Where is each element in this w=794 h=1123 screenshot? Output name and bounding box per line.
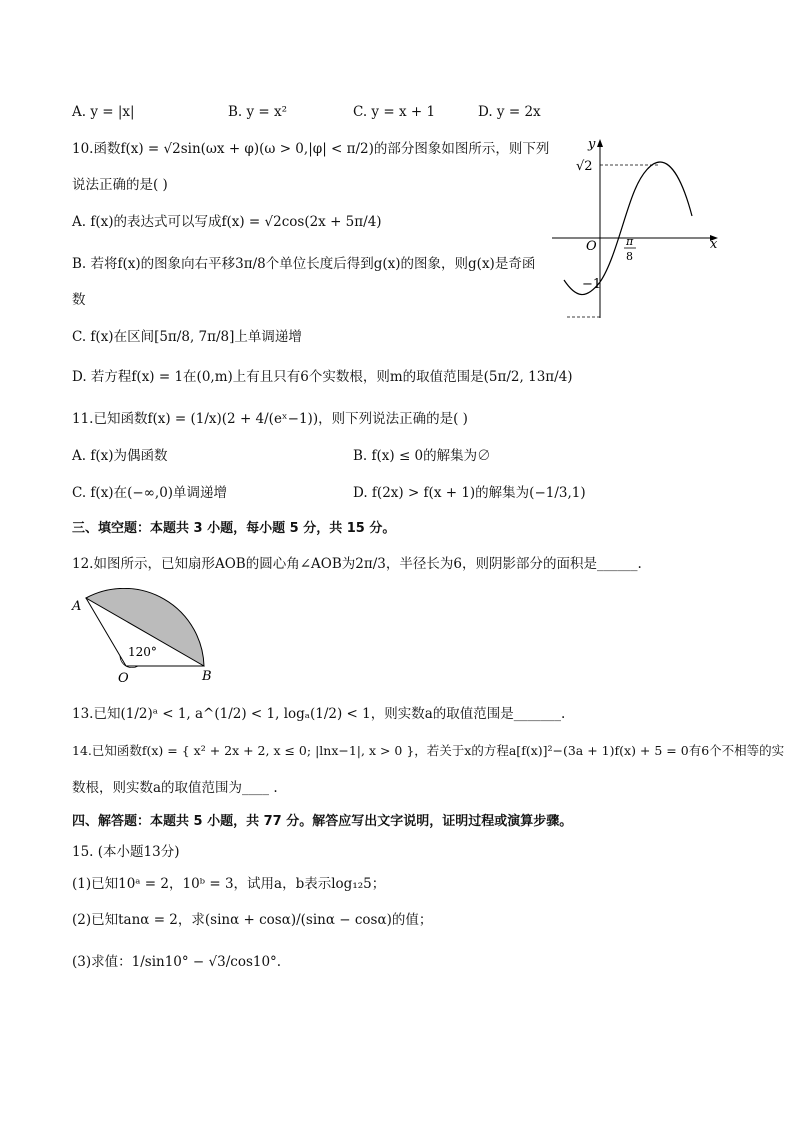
- q14-stem-line2: 数根，则实数a的取值范围为____ .: [72, 780, 278, 796]
- x-axis-label: x: [710, 237, 718, 252]
- q15-part3: (3)求值：1/sin10° − √3/cos10°.: [72, 954, 282, 970]
- q11-option-d: D. f(2x) > f(x + 1)的解集为(−1/3,1): [353, 485, 586, 501]
- q15-title: 15. (本小题13分): [72, 844, 180, 860]
- q11-stem: 11.已知函数f(x) = (1/x)(2 + 4/(eˣ−1))，则下列说法正确的是( ): [72, 411, 468, 427]
- q9-option-b: B. y = x²: [228, 104, 288, 120]
- q15-part2: (2)已知tanα = 2，求(sinα + cosα)/(sinα − cosα)的值；: [72, 912, 433, 928]
- y-max-label: √2: [576, 159, 593, 174]
- q11-option-b: B. f(x) ≤ 0的解集为∅: [353, 448, 491, 464]
- x-tick-den: 8: [626, 250, 633, 263]
- q9-option-a: A. y = |x|: [72, 104, 135, 120]
- q9-option-c: C. y = x + 1: [353, 104, 436, 120]
- point-o-label: O: [118, 671, 129, 684]
- q10-option-c: C. f(x)在区间[5π/8, 7π/8]上单调递增: [72, 329, 302, 345]
- section3-heading: 三、填空题：本题共 3 小题，每小题 5 分，共 15 分。: [72, 521, 396, 536]
- q15-part1: (1)已知10ᵃ = 2，10ᵇ = 3，试用a，b表示log₁₂5；: [72, 876, 386, 892]
- q10-option-b-line2: 数: [72, 292, 86, 308]
- q11-option-c: C. f(x)在(−∞,0)单调递增: [72, 485, 228, 501]
- y-axis-label: y: [588, 137, 596, 152]
- x-tick-num: π: [626, 235, 634, 248]
- q10-option-d: D. 若方程f(x) = 1在(0,m)上有且只有6个实数根，则m的取值范围是(5π/2, 13π/4): [72, 369, 573, 385]
- y-axis-arrow: [597, 139, 603, 147]
- q13-stem: 13.已知(1/2)ᵃ < 1, a^(1/2) < 1, logₐ(1/2) < 1，则实数a的取值范围是_______.: [72, 706, 566, 722]
- q14-stem-line1: 14.已知函数f(x) = { x² + 2x + 2, x ≤ 0; |lnx−1|, x > 0 }，若关于x的方程a[f(x)]²−(3a + 1)f(x) + 5 = 0有6个不相等的实: [72, 743, 785, 758]
- q10-stem-line1: 10.函数f(x) = √2sin(ωx + φ)(ω > 0,|φ| < π/2)的部分图象如图所示，则下列: [72, 141, 550, 157]
- q12-sector-figure: [66, 588, 226, 684]
- q10-function-graph: [548, 132, 728, 324]
- angle-label: 120°: [128, 645, 157, 659]
- origin-label: O: [586, 239, 597, 254]
- q9-option-d: D. y = 2x: [478, 104, 541, 120]
- section4-heading: 四、解答题：本题共 5 小题，共 77 分。解答应写出文字说明，证明过程或演算步骤。: [72, 814, 573, 829]
- q11-option-a: A. f(x)为偶函数: [72, 448, 168, 464]
- q12-stem: 12.如图所示，已知扇形AOB的圆心角∠AOB为2π/3，半径长为6，则阴影部分的面积是______.: [72, 556, 642, 572]
- sine-curve: [564, 162, 692, 295]
- q10-option-b-line1: B. 若将f(x)的图象向右平移3π/8个单位长度后得到g(x)的图象，则g(x)是奇函: [72, 256, 536, 272]
- y-min-label: −1: [582, 277, 602, 292]
- point-b-label: B: [202, 669, 212, 684]
- q10-option-a: A. f(x)的表达式可以写成f(x) = √2cos(2x + 5π/4): [72, 214, 382, 230]
- point-a-label: A: [72, 599, 82, 614]
- q10-stem-line2: 说法正确的是( ): [72, 177, 168, 193]
